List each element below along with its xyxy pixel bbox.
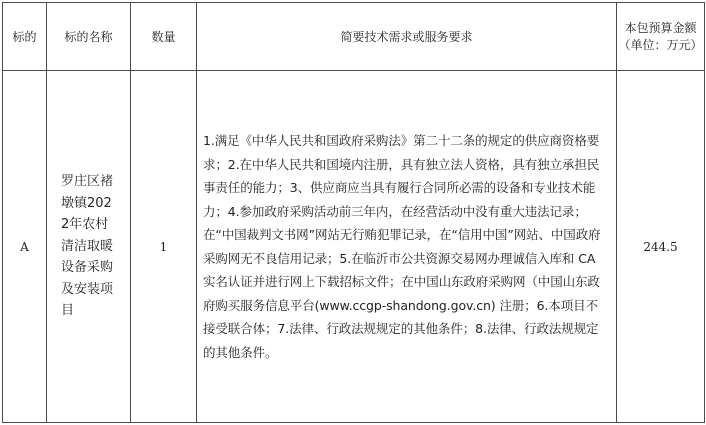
budget-cell: 244.5	[617, 71, 705, 423]
table-header-row	[3, 3, 705, 71]
header-budget: 本包预算金额（单位：万元）	[617, 3, 705, 71]
procurement-table	[2, 2, 705, 423]
header-quantity: 数量	[131, 3, 197, 71]
lot-name-cell	[47, 71, 131, 423]
requirements-cell	[197, 71, 617, 423]
lot-name-text: 罗庄区褚墩镇2022年农村清洁取暖设备采购及安装项目	[61, 174, 114, 319]
header-lot-id: 标的	[3, 3, 47, 71]
lot-id-cell: A	[3, 71, 47, 423]
quantity-cell: 1	[131, 71, 197, 423]
requirements-text: 1.满足《中华人民共和国政府采购法》第二十二条的规定的供应商资格要求；2.在中华人民共和国境内注册，具有独立法人资格，具有独立承担民事责任的能力；3、供应商应当具有履行合同所必需的设备和专业技术能力；4.参加政府采购活动前三年内，在经营活动中没有重大违法记录；在“中国裁判文书网”网站无行贿犯罪记录，在“信用中国”网站、中国政府采购网无不良信用记录；5.在临沂市公共资源交易网办理诚信入库和 CA 实名认证并进行网上下载招标文件；在中国山东政府采购网（中国山东政府购买服务信息平台(www.ccgp-shandong.gov.cn) 注册；6.本项目不接受联合体；7.法律、行政法规规定的其他条件；8.法律、行政法规规定的其他条件。	[203, 133, 601, 360]
header-requirements: 简要技术需求或服务要求	[197, 3, 617, 71]
header-lot-name: 标的名称	[47, 3, 131, 71]
table-row	[3, 71, 705, 423]
